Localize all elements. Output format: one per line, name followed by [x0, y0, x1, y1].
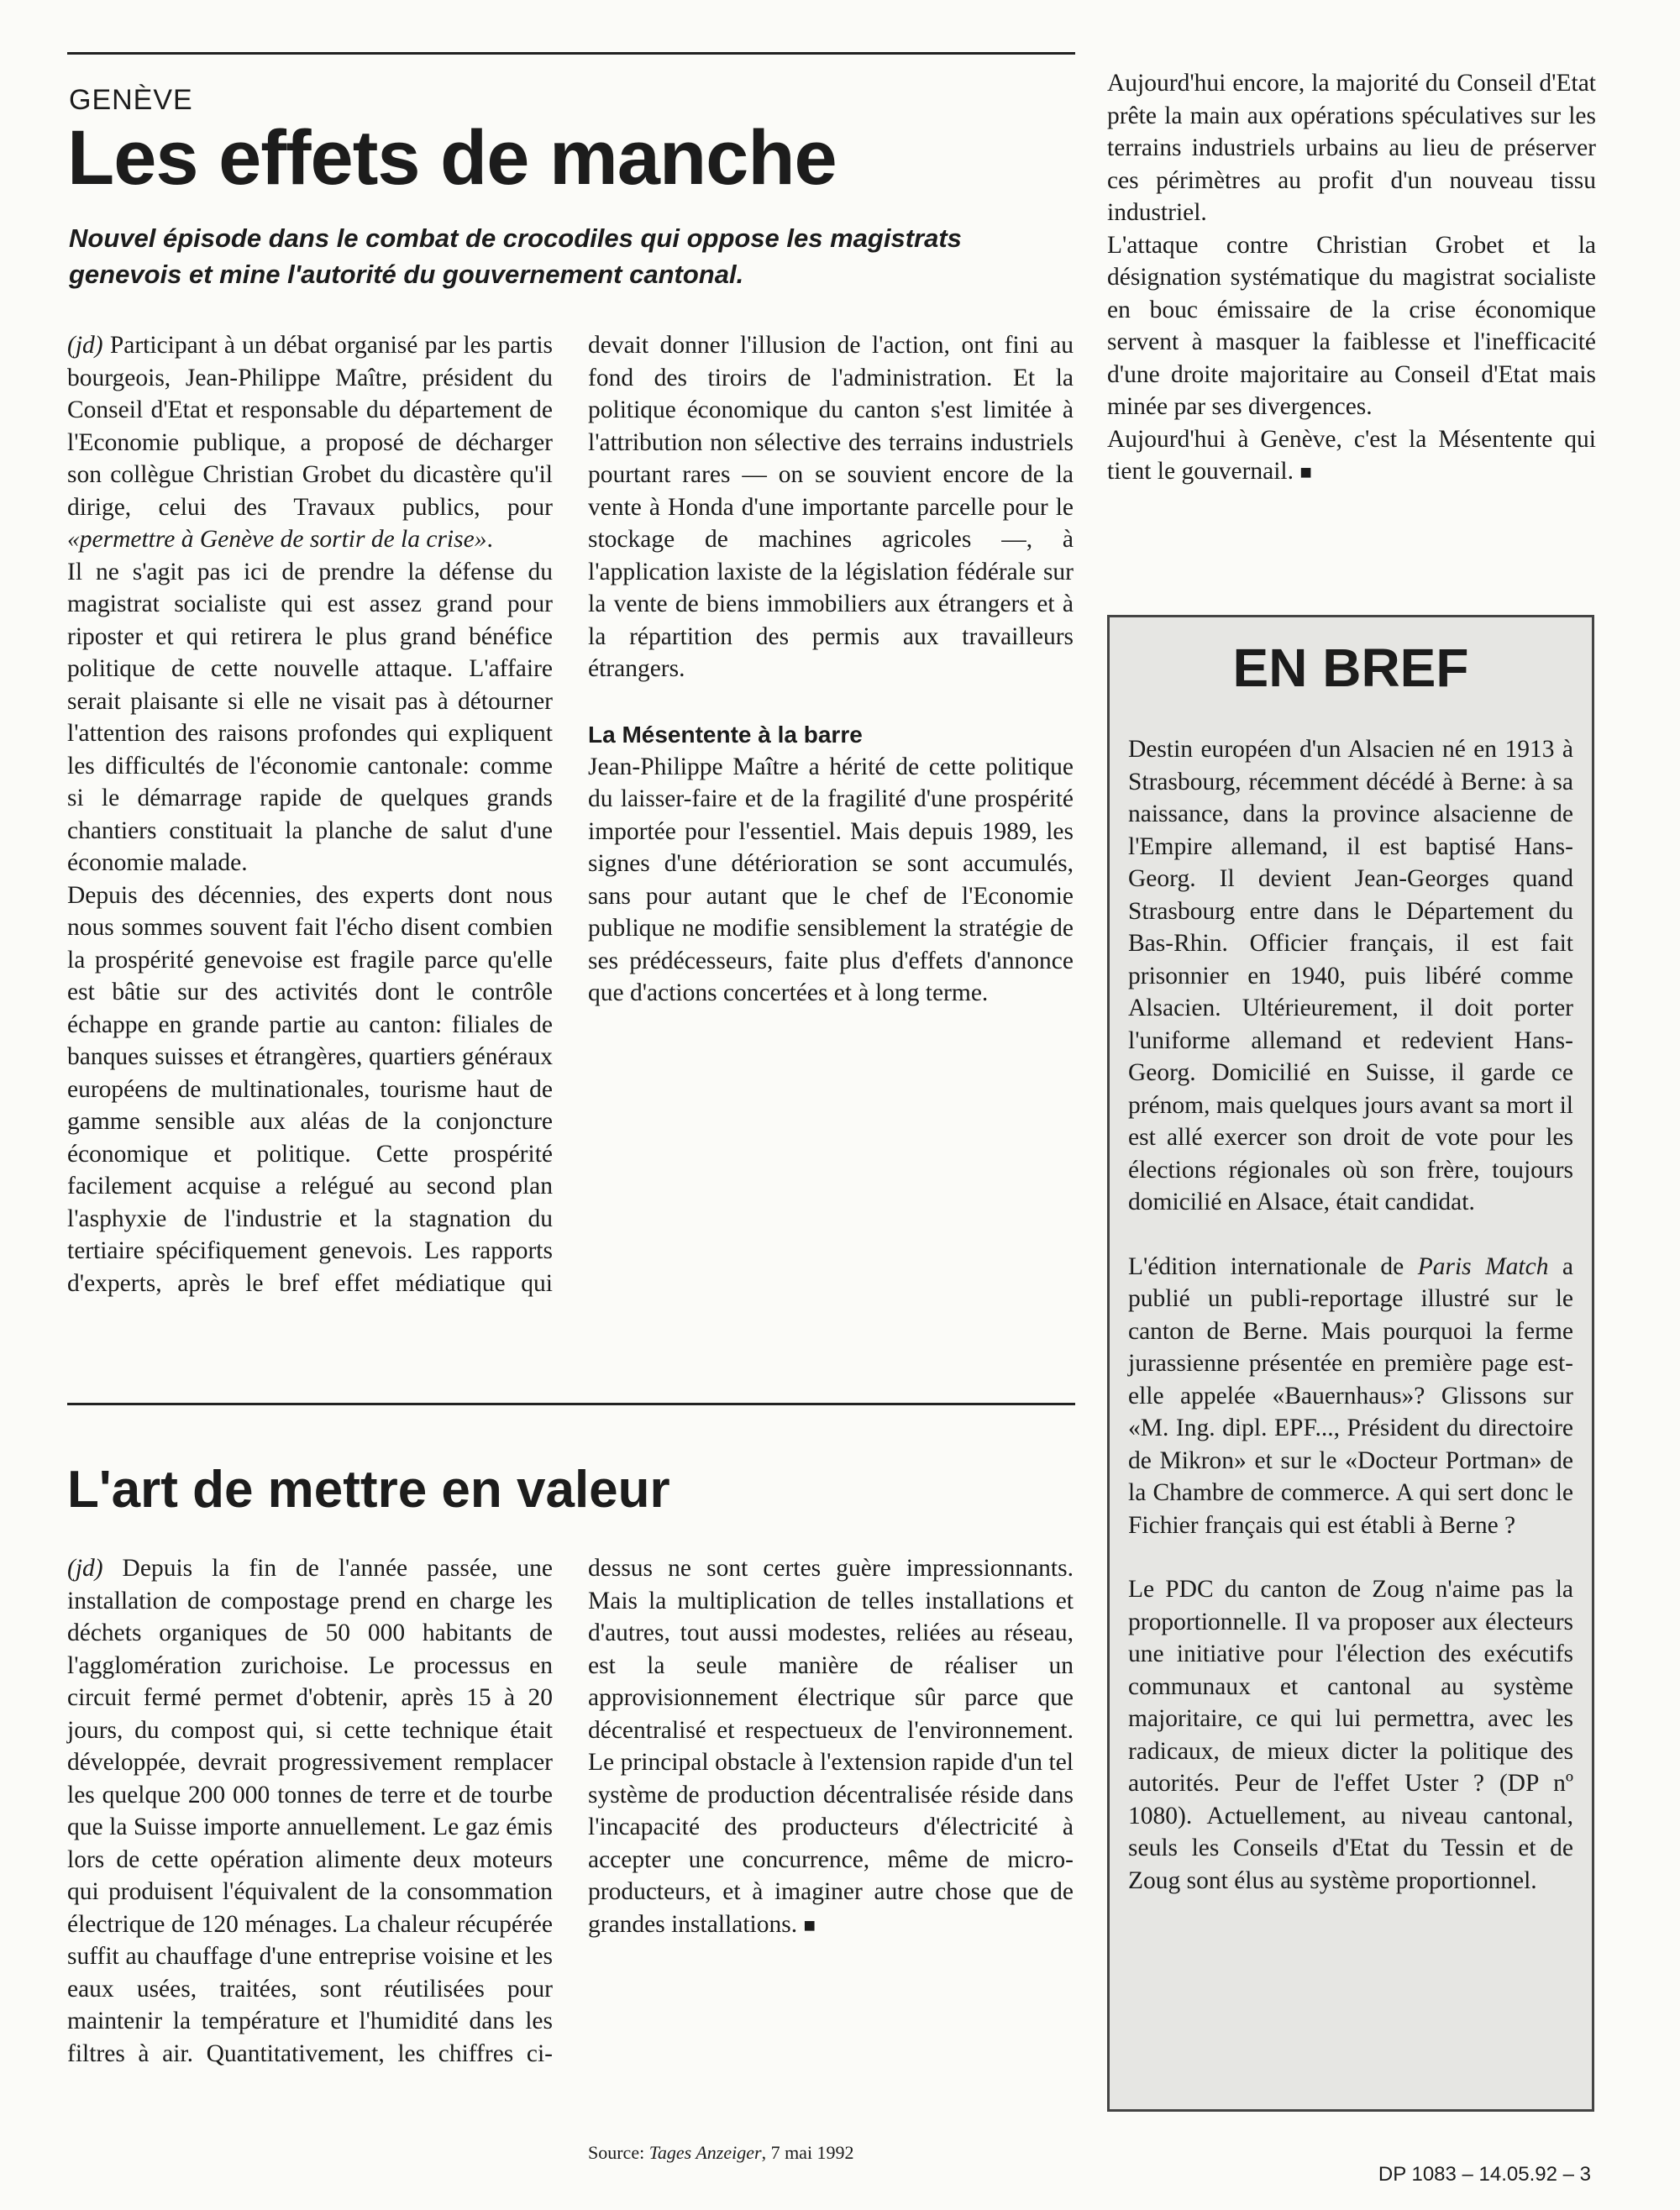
en-bref-item-3: Le PDC du canton de Zoug n'aime pas la proportionnelle. Il va proposer aux électeurs une initiative pour l'élection des exécutifs communaux et cantonal au système majoritaire, ce qui lui permettra, avec les radicaux, de mieux dicter la politique des autorités. Peur de l'effet Uster ? (DP nº 1080). Actuellement, au niveau cantonal, seuls les Conseils d'Etat du Tessin et de Zoug sont élus au système proportionnel.: [1128, 1576, 1573, 1894]
en-bref-item-2: L'édition internationale de Paris Match a publié un publi-reportage illustré sur le canton de Berne. Mais pourquoi la ferme jurassienne présentée en première page est-elle appelée «Bauernhaus»? Glissons sur «M. Ing. dipl. EPF..., Président du directoire de Mikron» et sur le «Docteur Portman» de la Chambre de commerce. A qui sert donc le Fichier français qui est établi à Berne ?: [1128, 1252, 1574, 1539]
article-lead: Nouvel épisode dans le combat de crocodiles qui oppose les magistrats genevois et mine l'autorité du gouvernement cantonal.: [69, 223, 962, 290]
article1-paragraph-3: Depuis des décennies, des experts dont nous nous sommes souvent fait l'écho disent combien la prospérité genevoise est fragile parce qu'elle est bâtie sur des activités dont le contrôle échappe en grande partie au canton: filiales de banques suisses et étrangères, quartiers généraux européens de multinationales, tourisme haut de gamme sensible aux aléas de la conjoncture économique et politique. Cette prospérité facilement acquise a relégué au second plan l'asphyxie de l'industrie et la stagnation du tertiaire spécifiquement genevois. Les rapports d'experts, après le bref effet médiatique qui devait donner l'illusion de l'action, ont fini au fond des tiroirs de l'administration. Et la politique économique du canton s'est limitée à l'attribution non sélective des terrains industriels pourtant rares — on se souvient encore de la vente à Honda d'une importante parcelle pour le stockage de machines agricoles —, à l'application laxiste de la législation fédérale sur la vente de biens immobiliers aux étrangers et à la répartition des permis aux travailleurs étrangers.: [67, 332, 1074, 1297]
end-mark: ■: [1299, 462, 1312, 484]
en-bref-box: [1107, 615, 1594, 2112]
article2-title: L'art de mettre en valeur: [67, 1461, 670, 1519]
article2-source: Source: Tages Anzeiger, 7 mai 1992: [588, 2142, 854, 2163]
article2-paragraph: (jd) Depuis la fin de l'année passée, une installation de compostage prend en charge les déchets organiques de 50 000 habitants de l'agglomération zurichoise. Le processus en circuit fermé permet d'obtenir, après 15 à 20 jours, du compost qui, si cette technique était développée, devrait progressivement remplacer les quelque 200 000 tonnes de terre et de tourbe que la Suisse importe annuellement. Le gaz émis lors de cette opération alimente deux moteurs qui produisent l'équivalent de la consommation électrique de 120 ménages. La chaleur récupérée suffit au chauffage d'une entreprise voisine et les eaux usées, traitées, sont réutilisées pour maintenir la température et l'humidité dans les filtres à air. Quantitativement, les chiffres ci-dessus ne sont certes guère impressionnants. Mais la multiplication de telles installations et d'autres, tout aussi modestes, reliées au réseau, est la seule manière de réaliser un approvisionnement électrique sûr parce que décentralisé et respectueux de l'environnement. Le principal obstacle à l'extension rapide d'un tel système de production décentralisée réside dans l'incapacité des producteurs d'électricité à accepter une concurrence, même de micro-producteurs, et à imaginer autre chose que de grandes installations. ■: [67, 1555, 1074, 2067]
article1-body: [67, 329, 1074, 1331]
article1-paragraph-7: Aujourd'hui à Genève, c'est la Mésentente qui tient le gouvernail. ■: [1107, 425, 1596, 485]
article1-paragraph-4: Jean-Philippe Maître a hérité de cette politique du laisser-faire et de la fragilité d'une prospérité importée pour l'essentiel. Mais depuis 1989, les signes d'une détérioration se sont accumulés, sans pour autant que le chef de l'Economie publique ne modifie sensiblement la stratégie de ses prédécesseurs, faite plus d'effets d'annonce que d'actions concertées et à long terme.: [588, 753, 1074, 1006]
top-rule: [67, 52, 1075, 55]
en-bref-item-1: Destin européen d'un Alsacien né en 1913 à Strasbourg, récemment décédé à Berne: à sa naissance, dans la province alsacienne de l'Empire allemand, il est baptisé Hans-Georg. Il devient Jean-Georges quand Strasbourg entre dans le Département du Bas-Rhin. Officier français, il est fait prisonnier en 1940, puis libéré comme Alsacien. Ultérieurement, il doit porter l'uniforme allemand et redevient Hans-Georg. Domicilié en Suisse, il garde ce prénom, mais quelques jours avant sa mort il est allé exercer son droit de vote pour les élections régionales où son frère, toujours domicilié en Alsace, était candidat.: [1128, 736, 1573, 1215]
quote: «permettre à Genève de sortir de la crise»: [67, 526, 487, 553]
article1-subhead: La Mésentente à la barre: [588, 721, 863, 748]
page-footer: DP 1083 – 14.05.92 – 3: [1378, 2163, 1591, 2186]
section-label: GENÈVE: [69, 84, 193, 116]
article1-paragraph-2: Il ne s'agit pas ici de prendre la défense du magistrat socialiste qui est assez grand pour riposter et qui retirera le plus grand bénéfice politique de cette nouvelle attaque. L'affaire serait plaisante si elle ne visait pas à détourner l'attention des raisons profondes qui expliquent les difficultés de l'économie cantonale: comme si le démarrage rapide de quelques grands chantiers constituait la planche de salut d'une économie malade.: [67, 558, 553, 876]
article1-paragraph-6: L'attaque contre Christian Grobet et la désignation systématique du magistrat socialiste en bouc émissaire de la crise économique servent à masquer la faiblesse et l'inefficacité d'une droite majoritaire au Conseil d'Etat mais minée par ses divergences.: [1107, 231, 1596, 420]
article1-paragraph-1: (jd) Participant à un débat organisé par les partis bourgeois, Jean-Philippe Maître, président du Conseil d'Etat et responsable du département de l'Economie publique, a proposé de décharger son collègue Christian Grobet du dicastère qu'il dirige, celui des Travaux publics, pour «permettre à Genève de sortir de la crise».: [67, 332, 553, 553]
en-bref-title: EN BREF: [1232, 638, 1469, 698]
end-mark: ■: [803, 1914, 816, 1937]
mid-rule: [67, 1403, 1075, 1405]
article1-paragraph-5: Aujourd'hui encore, la majorité du Conseil d'Etat prête la main aux opérations spéculatives sur les terrains industriels urbains au lieu de préserver ces périmètres au profit d'un nouveau tissu industriel.: [1107, 70, 1596, 226]
article-title: Les effets de manche: [67, 115, 837, 201]
author-sig: (jd): [67, 1555, 103, 1582]
article2-body: [67, 1552, 1074, 2097]
article1-column-3: [1107, 67, 1596, 538]
author-sig: (jd): [67, 332, 103, 359]
